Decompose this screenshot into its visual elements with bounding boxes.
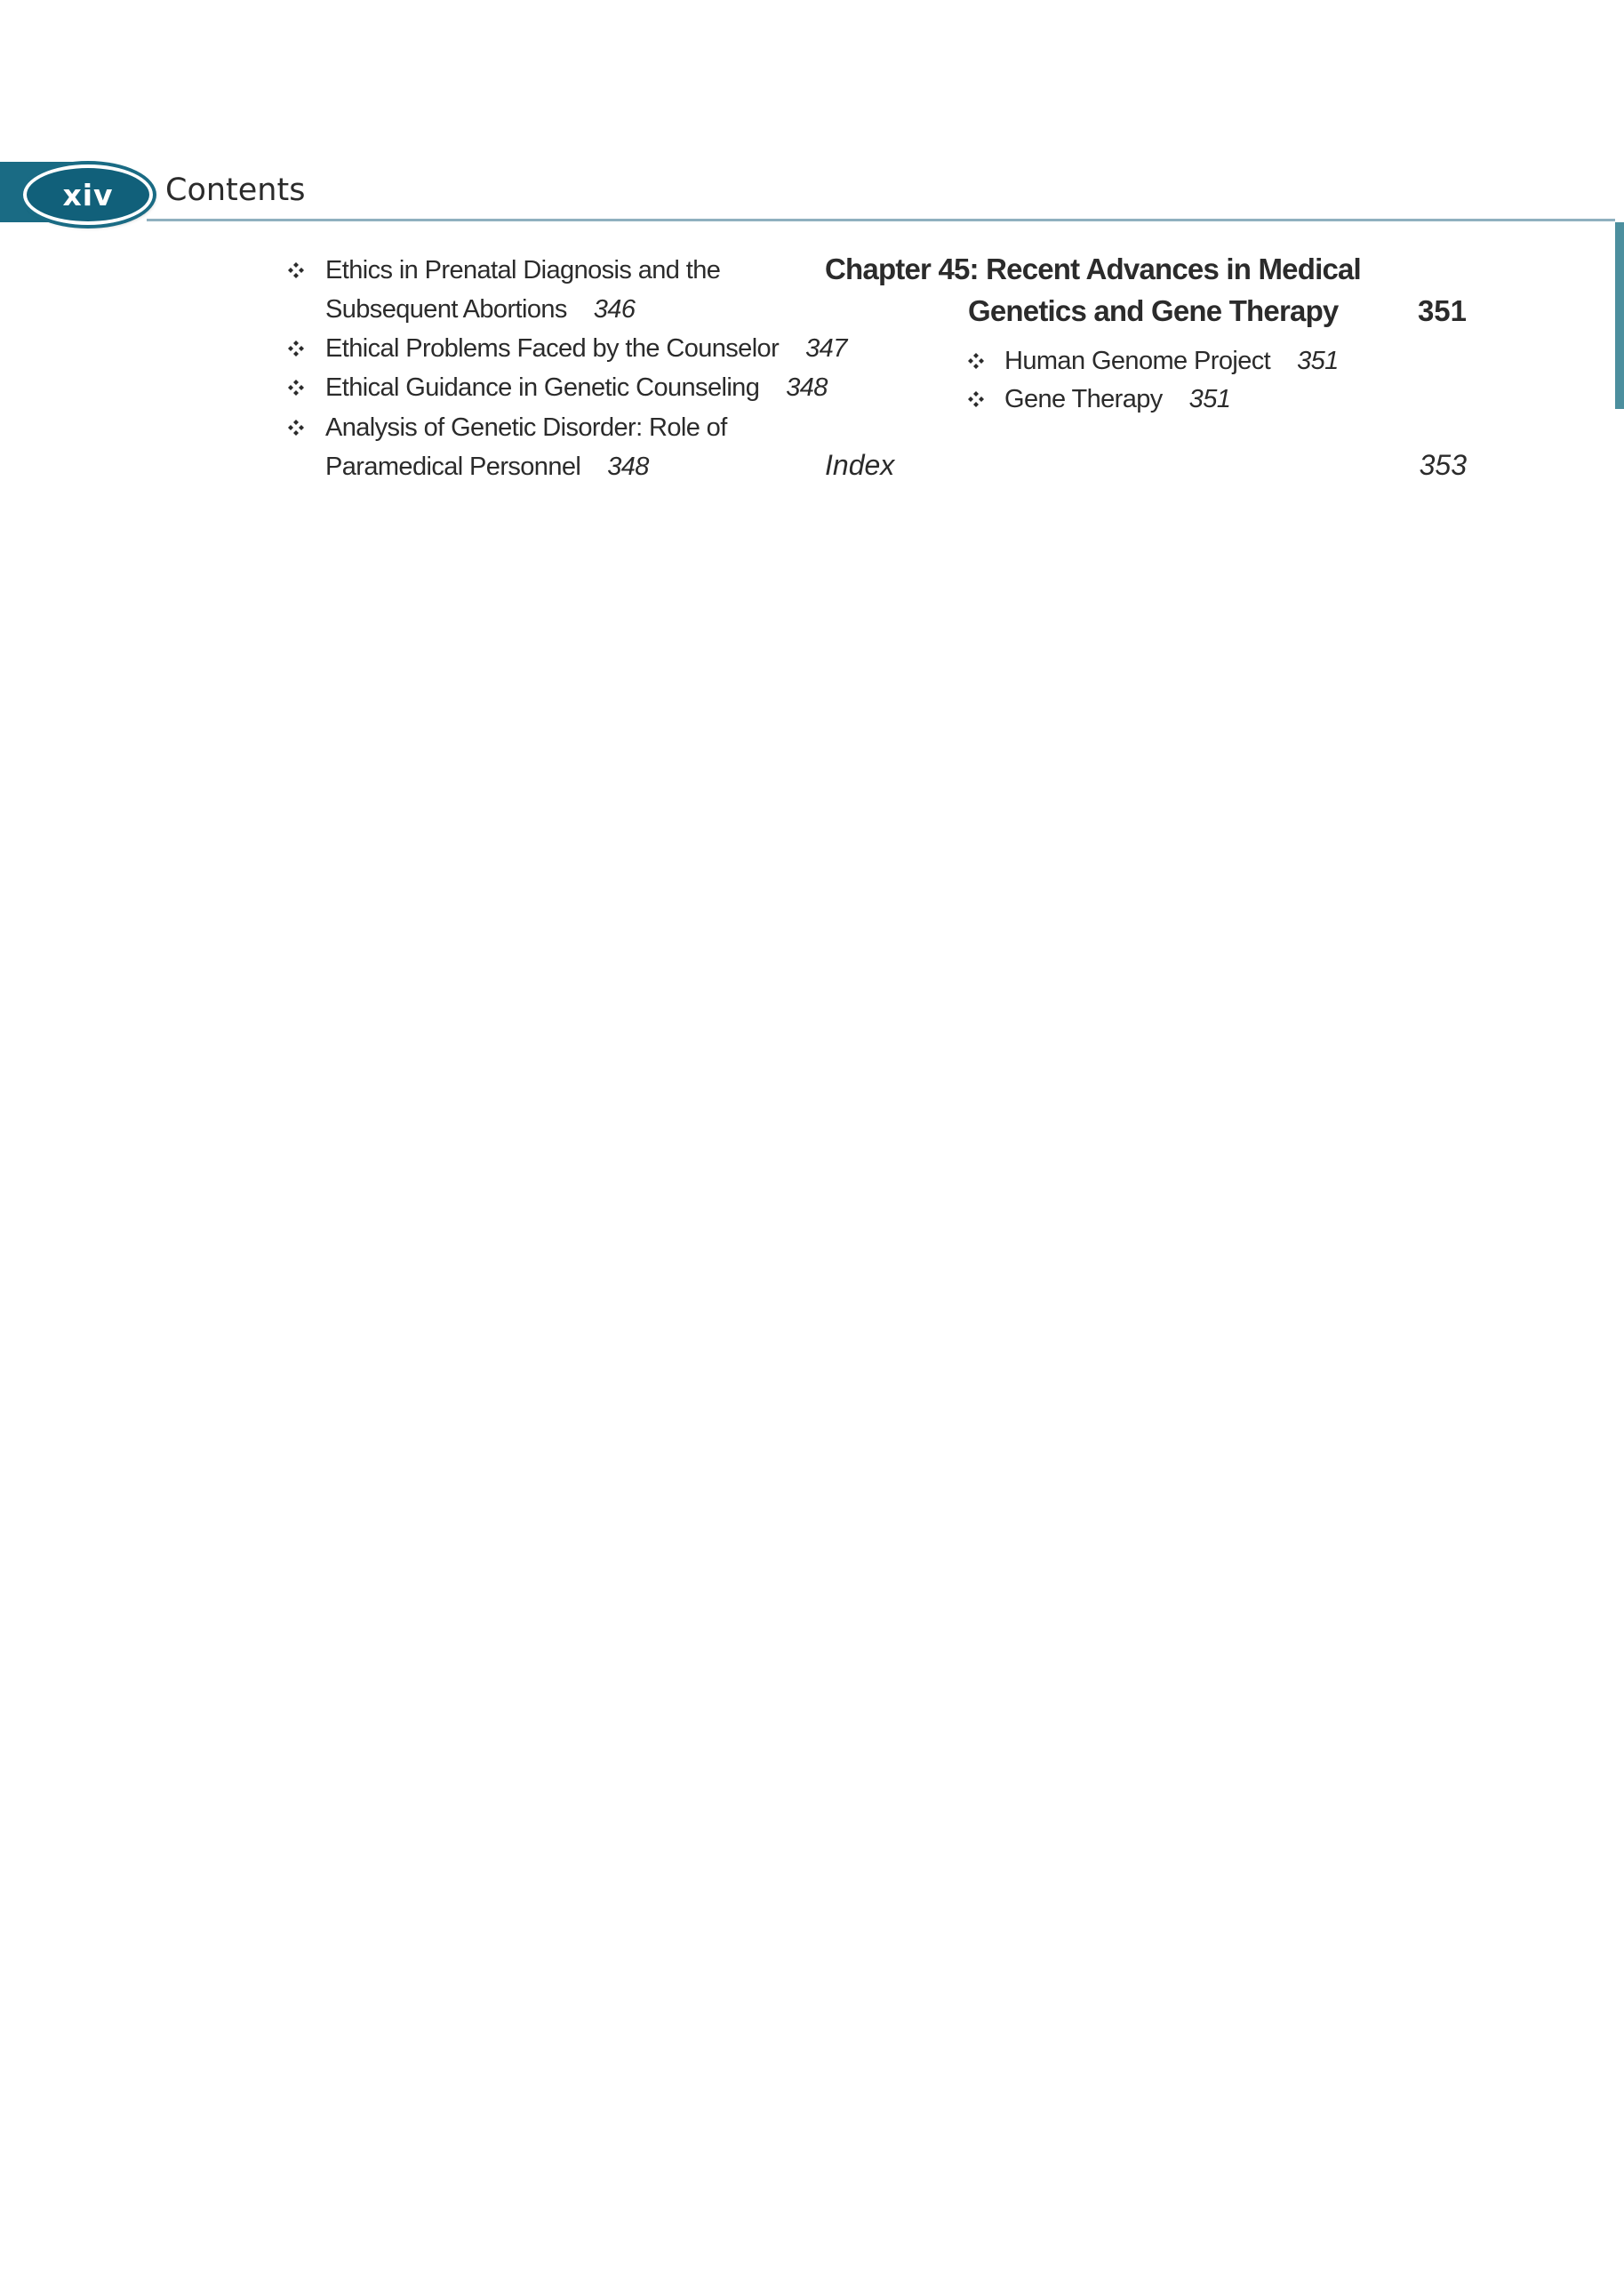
toc-entry-human-genome-project[interactable] bbox=[1004, 341, 1339, 381]
chapter-page-number: 351 bbox=[1417, 294, 1467, 327]
toc-entry-label: Gene Therapy bbox=[1004, 385, 1163, 413]
toc-page-number: 348 bbox=[786, 373, 828, 402]
toc-entry-ethics-prenatal[interactable] bbox=[325, 290, 635, 329]
toc-entry-label: Subsequent Abortions bbox=[325, 295, 567, 324]
toc-entry-label: Human Genome Project bbox=[1004, 347, 1271, 375]
toc-index-label[interactable]: Index bbox=[825, 449, 895, 481]
toc-index-page-number: 353 bbox=[1419, 449, 1467, 481]
toc-entry-label: Paramedical Personnel bbox=[325, 453, 581, 481]
header-divider bbox=[147, 219, 1615, 221]
toc-entry-label: Ethical Problems Faced by the Counselor bbox=[325, 334, 780, 363]
four-diamond-bullet-icon bbox=[967, 352, 985, 370]
chapter-title-line1[interactable]: Chapter 45: Recent Advances in Medical bbox=[825, 252, 1361, 285]
toc-entry-ethical-problems[interactable] bbox=[325, 329, 847, 368]
four-diamond-bullet-icon bbox=[287, 261, 305, 279]
toc-page-number: 351 bbox=[1188, 385, 1231, 413]
toc-entry-analysis-line1[interactable]: Analysis of Genetic Disorder: Role of bbox=[325, 413, 727, 442]
page-edge-marker bbox=[1615, 222, 1624, 409]
toc-page-number: 347 bbox=[805, 334, 847, 363]
four-diamond-bullet-icon bbox=[287, 379, 305, 397]
page-title: Contents bbox=[165, 172, 306, 208]
four-diamond-bullet-icon bbox=[287, 419, 305, 437]
toc-entry-analysis[interactable] bbox=[325, 447, 649, 486]
toc-page-number: 348 bbox=[607, 453, 649, 481]
toc-entry-ethical-guidance[interactable] bbox=[325, 368, 828, 407]
toc-entry-ethics-prenatal-line1[interactable]: Ethics in Prenatal Diagnosis and the bbox=[325, 256, 721, 284]
page-number-badge: xiv bbox=[23, 164, 153, 225]
toc-entry-gene-therapy[interactable] bbox=[1004, 380, 1230, 419]
four-diamond-bullet-icon bbox=[287, 340, 305, 357]
toc-page-number: 351 bbox=[1297, 347, 1339, 375]
toc-page-number: 346 bbox=[593, 295, 636, 324]
chapter-title-line2[interactable]: Genetics and Gene Therapy bbox=[968, 294, 1339, 327]
toc-entry-label: Ethical Guidance in Genetic Counseling bbox=[325, 373, 760, 402]
four-diamond-bullet-icon bbox=[967, 390, 985, 408]
page-header bbox=[0, 162, 1624, 226]
